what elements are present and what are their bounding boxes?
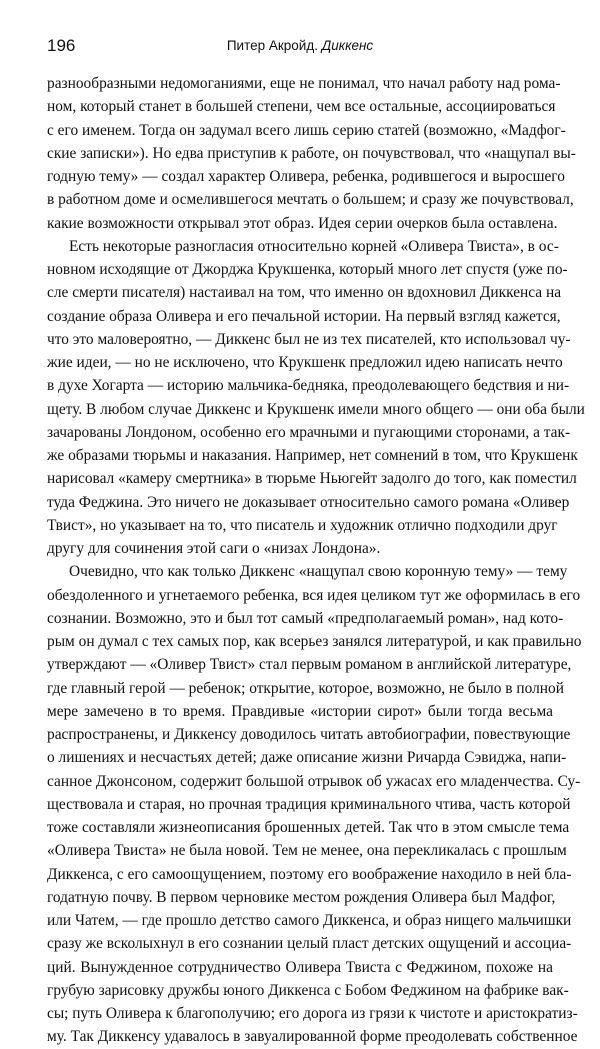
text-line: обездоленного и угнетаемого ребенка, вся идея целиком тут же оформилась в его xyxy=(47,586,581,604)
text-line: же образами тюрьмы и наказания. Например, нет сомнений в том, что Крукшенк xyxy=(47,447,578,464)
text-line: с его именем. Тогда он задумал всего лишь серию статей (возможно, «Мадфог- xyxy=(47,121,566,139)
text-line: санное Джонсоном, содержит большой отрывок об ужасах его младенчества. Су- xyxy=(47,772,581,790)
text-line: в духе Хогарта — историю мальчика-бедняка, преодолевающего бедствия и ни- xyxy=(47,377,570,395)
text-line: сле смерти писателя) настаивал на том, что именно он вдохновил Диккенса на xyxy=(47,284,562,302)
text-line: какие возможности открывал этот образ. Идея серии очерков была оставлена. xyxy=(47,214,558,232)
text-line: другу для сочинения этой саги о «низах Лондона». xyxy=(47,540,381,557)
text-line: ществовала и старая, но прочная традиция криминального чтива, часть которой xyxy=(47,795,571,813)
paragraph xyxy=(47,560,582,1048)
text-line: в работном доме и осмелившегося мечтать о большем; и сразу же почувствовал, xyxy=(47,191,574,209)
text-line: где главный герой — ребенок; открытие, которое, возможно, не было в полной xyxy=(47,679,564,697)
text-line: разнообразными недомоганиями, еще не понимал, что начал работу над рома- xyxy=(47,75,561,92)
text-line: нарисовал «камеру смертника» в тюрьме Ньюгейт задолго до того, как поместил xyxy=(47,470,577,488)
paragraph xyxy=(47,72,576,235)
text-line: грубую зарисовку дружбы юного Диккенса с Бобом Феджином на фабрике вак- xyxy=(47,981,569,999)
text-line: или Чатем, — где прошло детство самого Диккенса, и образ нищего мальчишки xyxy=(47,912,572,929)
text-line: утверждают — «Оливер Твист» стал первым романом в английской литературе, xyxy=(47,656,572,674)
text-line: сразу же всколыхнул в его сознании целый пласт детских ощущений и ассоциа- xyxy=(47,935,572,953)
text-line: тоже составляли жизнеописания брошенных детей. Так что в этом смысле тема xyxy=(47,819,570,836)
text-line: «Оливера Твиста» не была новой. Тем не менее, она перекликалась с прошлым xyxy=(47,842,567,860)
body-text xyxy=(47,72,585,1049)
text-line: распространены, и Диккенсу доводилось читать автобиографии, повествующие xyxy=(47,726,571,743)
text-line: сы; путь Оливера к благополучию; его дорога из грязи к чистоте и аристократиз- xyxy=(47,1005,578,1022)
text-line: Твист», но указывает на то, что писатель и художник отлично подходили друг xyxy=(47,516,558,534)
text-line: щету. В любом случае Диккенс и Крукшенк имели много общего — они оба были xyxy=(47,400,585,418)
text-line: мере замечено в то время. Правдивые «истории сирот» были тогда весьма xyxy=(47,702,553,720)
text-line: рым он думал с тех самых пор, как всерьез занялся литературой, и как правильно xyxy=(47,633,582,650)
text-line: Очевидно, что как только Диккенс «нащупал свою коронную тему» — тему xyxy=(69,563,568,581)
text-line: ций. Вынужденное сотрудничество Оливера Твиста с Феджином, похоже на xyxy=(47,958,553,976)
running-head-author: Питер Акройд. xyxy=(226,38,322,53)
text-line: туда Феджина. Это ничего не доказывает относительно самого романа «Оливер xyxy=(47,493,570,511)
page-number: 196 xyxy=(47,36,76,55)
text-line: жие идеи, — но не исключено, что Крукшенк предложил идею написать нечто xyxy=(47,354,563,371)
text-line: зачарованы Лондоном, особенно его мрачными и пугающими сторонами, а так- xyxy=(47,423,571,441)
text-line: что это маловероятно, — Диккенс был не из тех писателей, кто использовал чу- xyxy=(47,330,571,348)
text-line: ном, который станет в большей степени, чем все остальные, ассоциироваться xyxy=(47,98,556,116)
text-line: новном исходящие от Джорджа Крукшенка, который много лет спустя (уже по- xyxy=(47,261,568,278)
page-header xyxy=(47,36,553,60)
text-line: ские записки»). Но едва приступив к работе, он почувствовал, что «нащупал вы- xyxy=(47,144,576,162)
text-line: му. Так Диккенсу удавалось в завуалированной форме преодолевать собственное xyxy=(47,1028,578,1046)
text-line: Есть некоторые разногласия относительно корней «Оливера Твиста», в ос- xyxy=(69,237,559,255)
text-line: о лишениях и несчастьях детей; даже описание жизни Ричарда Сэвиджа, напи- xyxy=(47,749,567,767)
text-line: сознании. Возможно, это и был тот самый «предполагаемый роман», над кото- xyxy=(47,609,564,627)
running-head-book-title: Диккенс xyxy=(321,38,374,53)
text-line: годатную почву. В первом черновике местом рождения Оливера был Мадфог, xyxy=(47,888,556,906)
text-line: создание образа Оливера и его печальной истории. На первый взгляд кажется, xyxy=(47,307,561,325)
text-line: Диккенса, с его самоощущением, поэтому его воображение находило в ней бла- xyxy=(47,865,572,883)
text-line: годную тему» — создал характер Оливера, ребенка, родившегося и выросшего xyxy=(47,168,565,185)
running-head xyxy=(47,38,553,53)
paragraph xyxy=(47,235,585,561)
